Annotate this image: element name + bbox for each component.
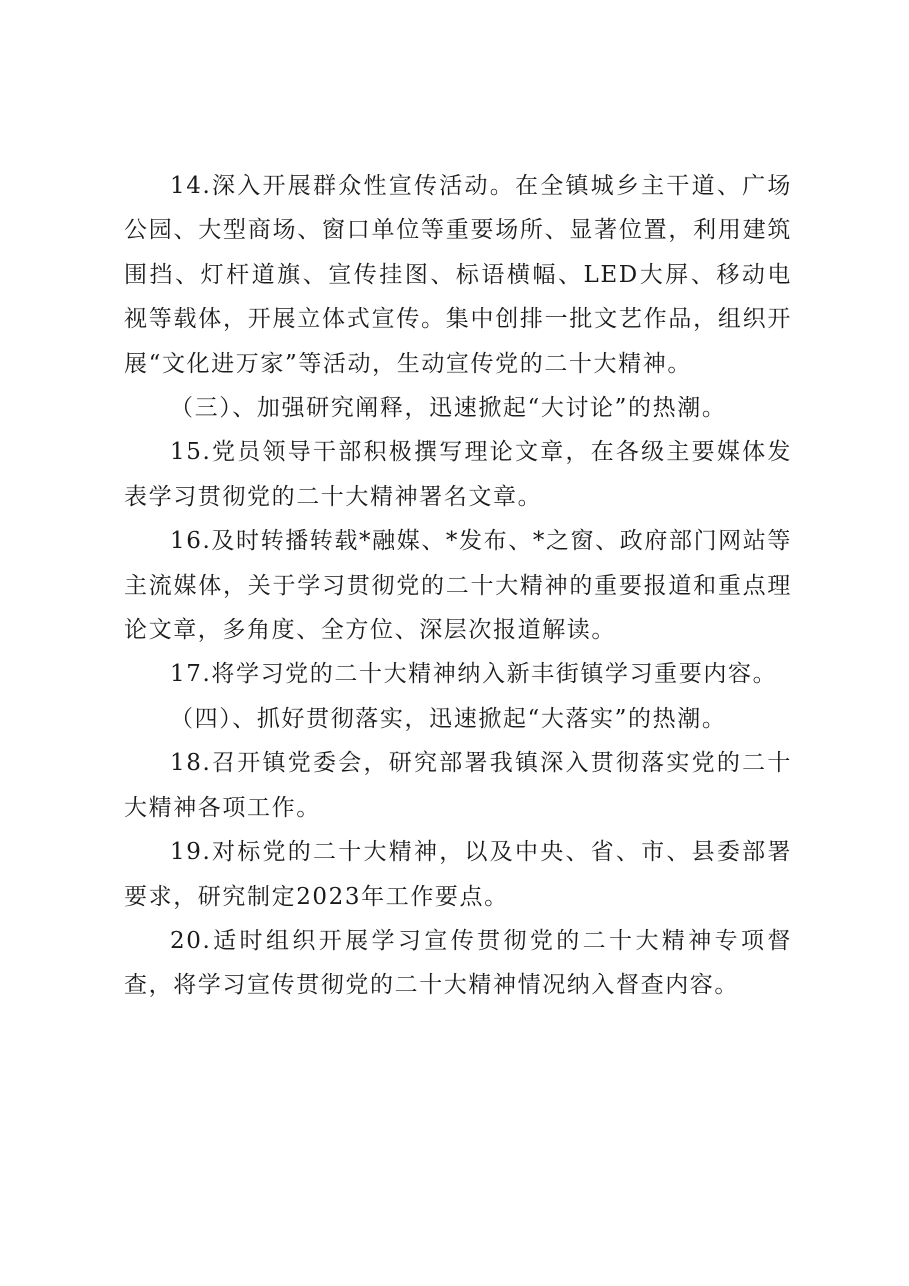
paragraph-item-20: 20.适时组织开展学习宣传贯彻党的二十大精神专项督查，将学习宣传贯彻党的二十大精神情况纳入督查内容。 [124,927,792,999]
paragraph-item-17: 17.将学习党的二十大精神纳入新丰街镇学习重要内容。 [170,661,778,688]
paragraph-item-18: 18.召开镇党委会，研究部署我镇深入贯彻落实党的二十大精神各项工作。 [124,750,792,821]
paragraph-item-14: 14.深入开展群众性宣传活动。在全镇城乡主干道、广场公园、大型商场、窗口单位等重要场所、显著位置，利用建筑围挡、灯杆道旗、宣传挂图、标语横幅、LED大屏、移动电视等载体，开展立体式宣传。集中创排一批文艺作品，组织开展“文化进万家”等活动，生动宣传党的二十大精神。 [124,173,793,377]
document-body [124,164,792,1008]
section-heading-4: （四）、抓好贯彻落实，迅速掀起“大落实”的热潮。 [170,705,727,732]
paragraph-item-19: 19.对标党的二十大精神，以及中央、省、市、县委部署要求，研究制定2023年工作要点。 [124,839,792,910]
paragraph-item-15: 15.党员领导干部积极撰写理论文章，在各级主要媒体发表学习贯彻党的二十大精神署名文章。 [124,439,792,510]
section-heading-3: （三）、加强研究阐释，迅速掀起“大讨论”的热潮。 [170,395,727,422]
paragraph-item-16: 16.及时转播转载*融媒、*发布、*之窗、政府部门网站等主流媒体，关于学习贯彻党的二十大精神的重要报道和重点理论文章，多角度、全方位、深层次报道解读。 [124,528,792,644]
